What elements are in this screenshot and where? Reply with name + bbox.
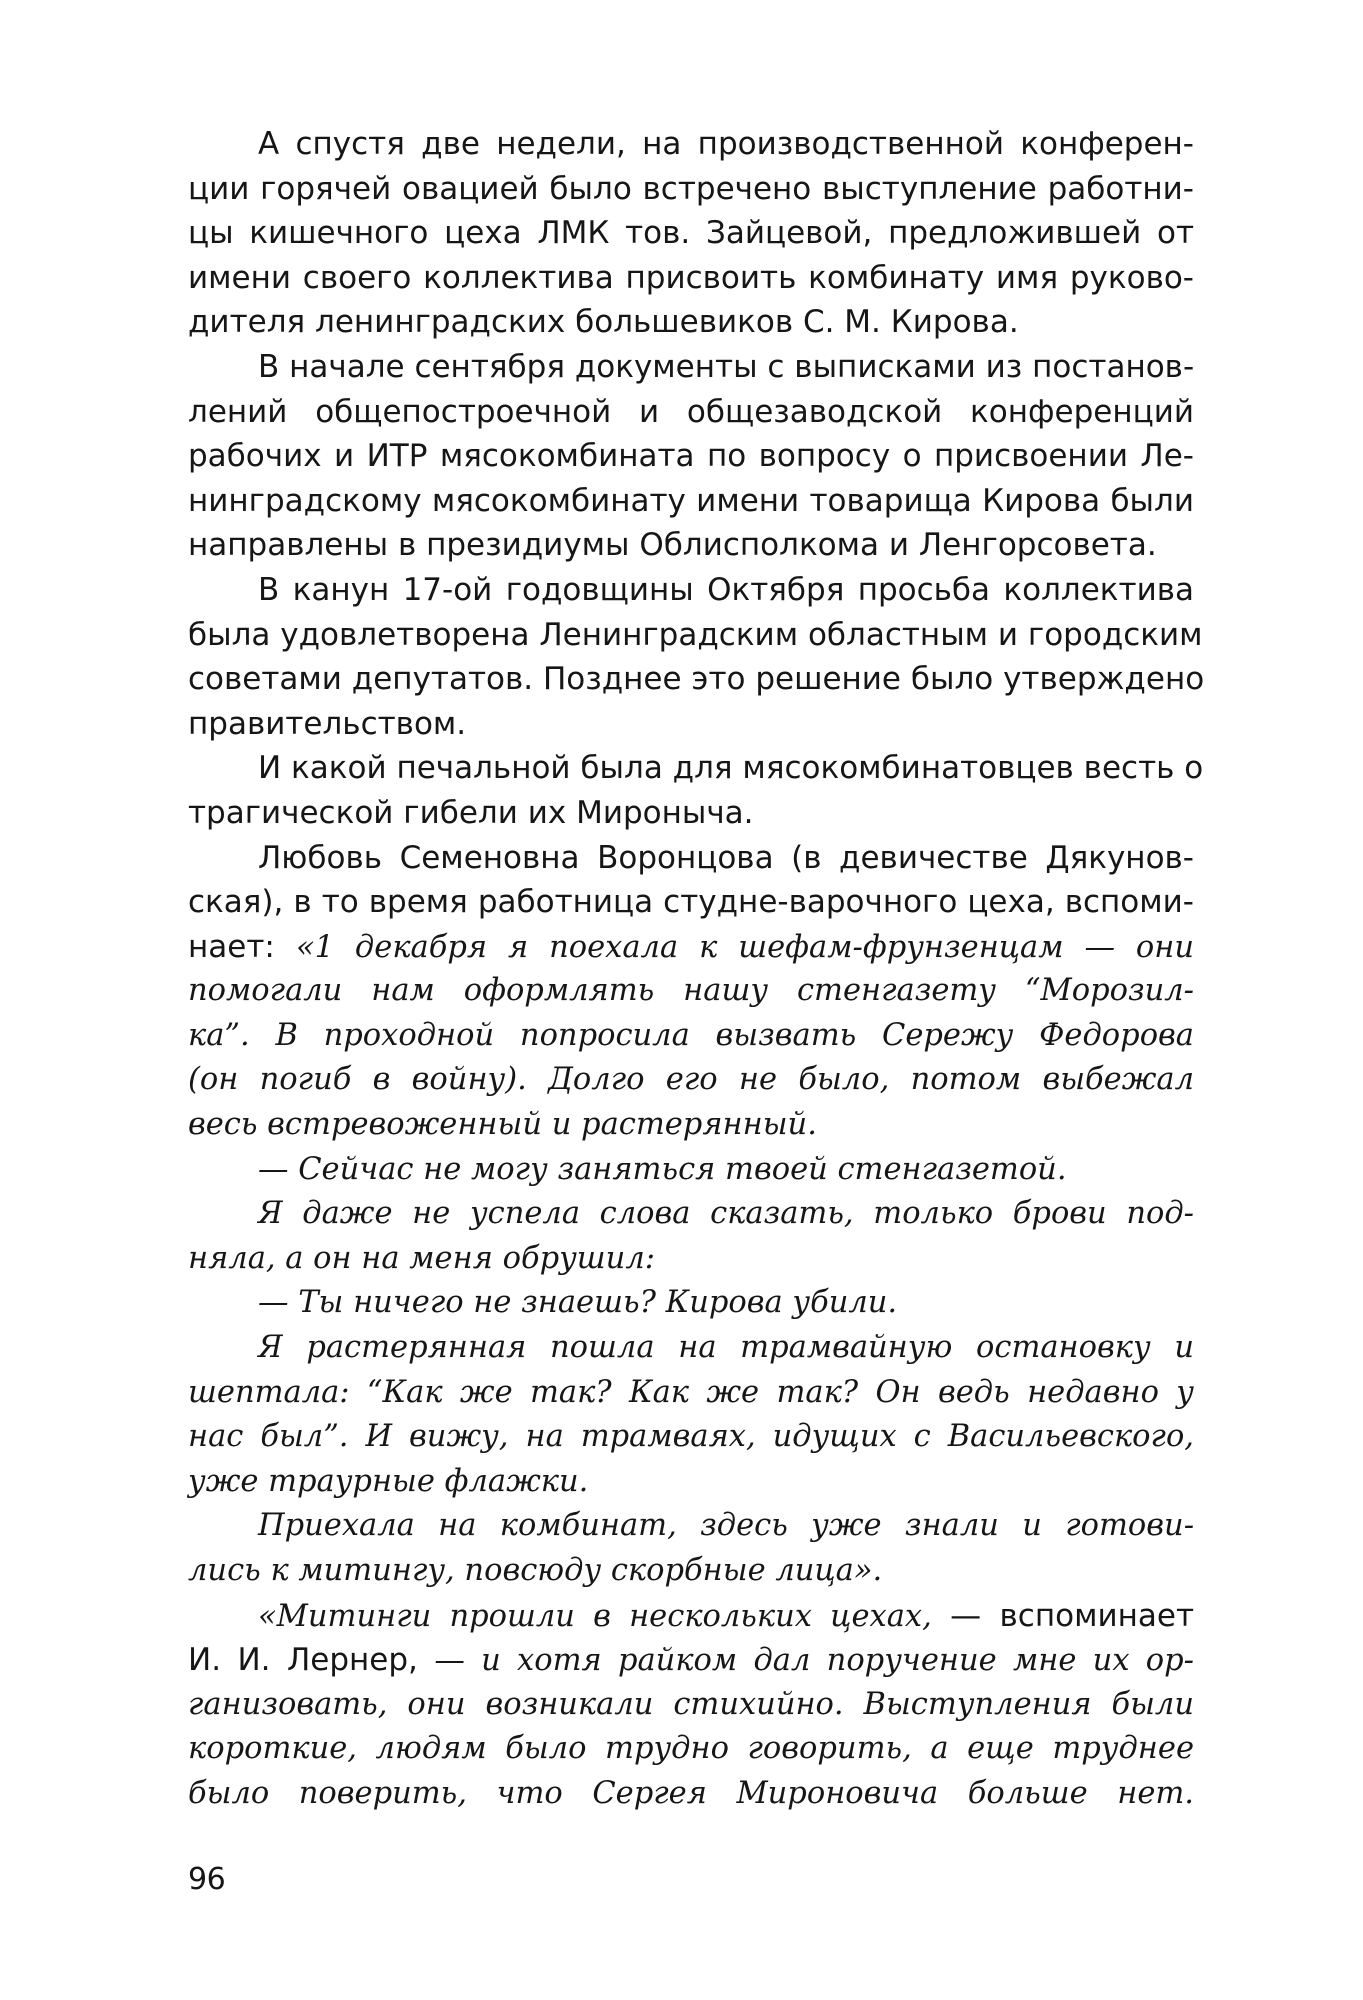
body-text xyxy=(188,122,1205,1817)
text-line: А спустя две недели, на производственной конферен- xyxy=(258,126,1194,162)
quote-fragment: «Митинги прошли в нескольких цехах, xyxy=(258,1598,932,1634)
text-line: нинградскому мясокомбинату имени товарища Кирова были xyxy=(188,482,1194,519)
quote-line: (он погиб в войну). Долго его не было, потом выбежал xyxy=(188,1062,1194,1098)
quote-fragment: «1 декабря я поехала к шефам-фрунзенцам — они xyxy=(295,929,1194,965)
quote-line: Я растерянная пошла на трамвайную остановку и xyxy=(258,1330,1194,1366)
text-line: направлены в президиумы Облисполкома и Ленгорсовета. xyxy=(188,527,1157,564)
quote-line: няла, а он на меня обрушил: xyxy=(188,1240,656,1276)
text-line xyxy=(188,925,1194,970)
text-fragment: нает: xyxy=(188,928,296,965)
text-line: была удовлетворена Ленинградским областным и городским xyxy=(188,616,1203,653)
quote-line: лись к митингу, повсюду скорбные лица». xyxy=(188,1553,883,1588)
text-line: Любовь Семеновна Воронцова (в девичестве Дякунов- xyxy=(258,839,1194,876)
text-line: В начале сентября документы с выписками из постанов- xyxy=(258,348,1195,385)
quote-line: нас был”. И вижу, на трамваях, идущих с Васильевского, xyxy=(188,1419,1194,1455)
text-line: ская), в то время работница студне-варочного цеха, вспоми- xyxy=(188,884,1194,921)
quote-line: — Ты ничего не знаешь? Кирова убили. xyxy=(258,1285,898,1321)
text-line xyxy=(188,1638,1194,1683)
quote-line: Приехала на комбинат, здесь уже знали и готови- xyxy=(258,1508,1194,1544)
text-line: советами депутатов. Позднее это решение было утверждено xyxy=(188,661,1205,698)
text-line: рабочих и ИТР мясокомбината по вопросу о присвоении Ле- xyxy=(188,438,1194,475)
quote-line: весь встревоженный и растерянный. xyxy=(188,1107,817,1143)
quote-fragment: — и хотя райком дал поручение мне их ор- xyxy=(434,1643,1194,1679)
text-line: В канун 17-ой годовщины Октября просьба коллектива xyxy=(258,571,1194,608)
quote-line: короткие, людям было трудно говорить, а еще труднее xyxy=(188,1731,1194,1767)
quote-line: было поверить, что Сергея Мироновича больше нет. xyxy=(188,1775,1194,1811)
page-number: 96 xyxy=(188,1862,226,1897)
text-line: имени своего коллектива присвоить комбинату имя руково- xyxy=(188,259,1194,296)
text-fragment: — вспоминает xyxy=(931,1597,1194,1634)
text-line: ции горячей овацией было встречено выступление работни- xyxy=(188,170,1194,207)
text-line: дителя ленинградских большевиков С. М. Кирова. xyxy=(188,304,1019,341)
quote-line: Я даже не успела слова сказать, только брови под- xyxy=(258,1196,1194,1232)
quote-line: — Сейчас не могу заняться твоей стенгазетой. xyxy=(258,1151,1067,1187)
quote-line: помогали нам оформлять нашу стенгазету “Морозил- xyxy=(188,973,1194,1009)
quote-line: ка”. В проходной попросила вызвать Сережу Федорова xyxy=(188,1017,1194,1053)
text-line: цы кишечного цеха ЛМК тов. Зайцевой, предложившей от xyxy=(188,215,1194,252)
text-line: правительством. xyxy=(188,705,467,742)
text-line: лений общепостроечной и общезаводской конференций xyxy=(188,393,1194,430)
quote-line: уже траурные флажки. xyxy=(188,1463,589,1499)
quote-line: ганизовать, они возникали стихийно. Выступления были xyxy=(188,1686,1194,1722)
quote-line: шептала: “Как же так? Как же так? Он ведь недавно у xyxy=(188,1374,1194,1410)
text-line: И какой печальной была для мясокомбинатовцев весть о xyxy=(258,750,1204,787)
text-line: трагической гибели их Мироныча. xyxy=(188,794,754,831)
text-line xyxy=(188,1594,1194,1639)
text-fragment: И. И. Лернер, xyxy=(188,1642,435,1679)
